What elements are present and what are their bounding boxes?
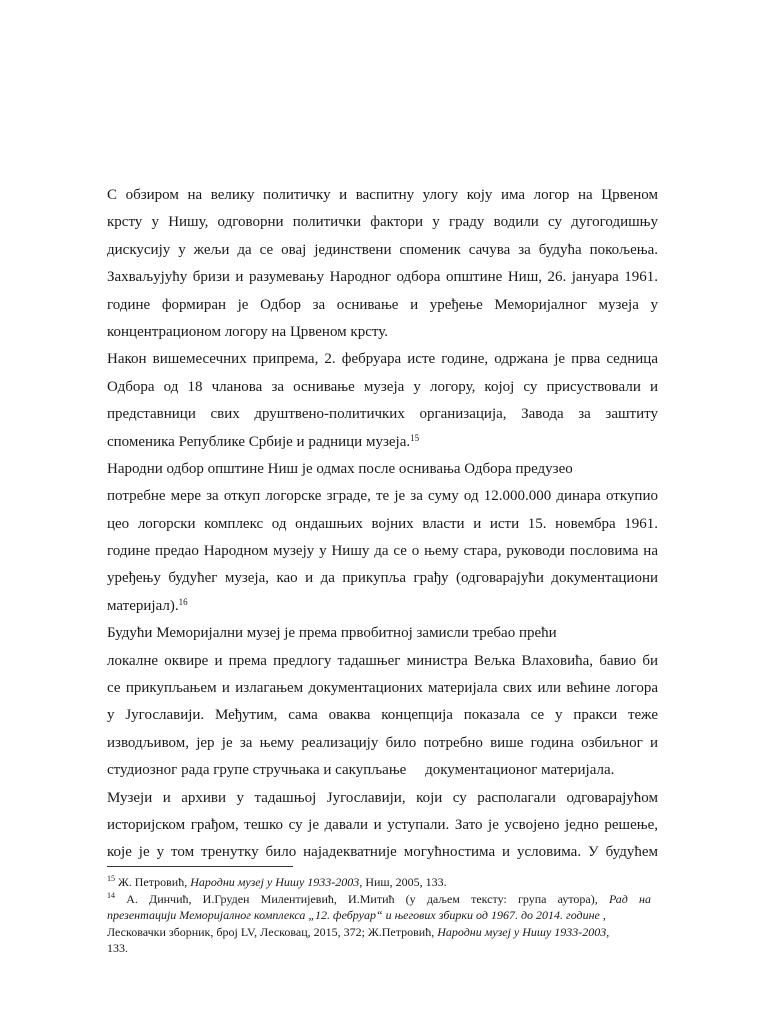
text-line: уређењу будућег музеја, као и да прикупља грађу (одговарајући документациони xyxy=(107,570,658,587)
text-line: у Југославији. Међутим, сама оваква концепција показала се у пракси теже xyxy=(107,707,658,724)
body-text xyxy=(107,182,658,867)
footnote-14-line xyxy=(107,891,651,908)
text-line: Након вишемесечних припрема, 2. фебруара исте године, одржана је прва седница xyxy=(107,351,658,368)
footnote-separator xyxy=(107,866,293,867)
text-line-content: материјал). xyxy=(107,597,179,614)
footnote-title: Народни музеј у Нишу 1933-2003 xyxy=(190,875,360,889)
text-line: изводљивом, јер је за њему реализацију било потребно више година озбиљног и xyxy=(107,734,658,751)
text-line: студиозног рада групе стручњака и сакупљање документационог материјала. xyxy=(107,762,615,779)
text-line: Будући Меморијални музеј је према првобитној замисли требао прећи xyxy=(107,625,557,642)
text-line: потребне мере за откуп логорске зграде, те је за суму од 12.000.000 динара откупио xyxy=(107,488,658,505)
footnote-title: Рад на xyxy=(608,891,652,906)
footnote-text: Ж. Петровић, xyxy=(118,875,191,889)
footnote-number: 15 xyxy=(107,874,115,883)
text-line: дискусију у жељи да се овај јединствени споменик сачува за будућа покољења. xyxy=(107,241,658,258)
text-line: крсту у Нишу, одговорни политички фактори у граду водили су дугогодишњу xyxy=(107,214,658,231)
text-line: концентрационом логору на Црвеном крсту. xyxy=(107,323,388,340)
text-line: године формиран је Одбор за оснивање и уређење Меморијалног музеја у xyxy=(107,296,658,313)
text-line: локалне оквире и према предлогу тадашњег министра Вељка Влаховића, бавио би xyxy=(107,652,658,669)
footnote-text: А. Динчић, И.Груден Милентијевић, И.Митић (у даљем тексту: група аутора), xyxy=(126,891,609,906)
footnote-15 xyxy=(107,874,651,891)
text-line: историјском грађом, тешко су је давали и уступали. Зато је усвојено једно решење, xyxy=(107,816,658,833)
footnote-title: презентацији Меморијалног комплекса „12. фебруар“ и његових збирки од 1967. до 2014. године xyxy=(107,908,600,922)
footnote-14-line xyxy=(107,907,651,924)
text-line: Народни одбор општине Ниш је одмах после оснивања Одбора предузео xyxy=(107,460,573,477)
footnote-text: , Ниш, 2005, 133. xyxy=(359,875,447,889)
footnote-title: Народни музеј у Нишу 1933-2003 xyxy=(437,924,607,939)
footnote-14-line xyxy=(107,924,651,941)
text-line xyxy=(107,593,658,620)
text-line-content: споменика Републике Србије и радници музеја. xyxy=(107,433,411,450)
footnote-14-line: 133. xyxy=(107,941,128,955)
text-line: Захваљујућу бризи и разумевању Народног одбора општине Ниш, 26. јануара 1961. xyxy=(107,269,658,286)
footnote-text: , xyxy=(599,908,606,922)
text-line: Музеји и архиви у тадашњој Југославији, који су располагали одговарајућом xyxy=(107,789,658,806)
text-line: године предао Народном музеју у Нишу да се о њему стара, руководи пословима на xyxy=(107,543,658,560)
text-line: представници свих друштвено-политичких организација, Завода за заштиту xyxy=(107,406,658,423)
text-line: се прикупљањем и излагањем документационих материјала свих или већине логора xyxy=(107,680,658,697)
footnotes xyxy=(107,874,651,957)
text-line: цео логорски комплекс од ондашњих војних власти и исти 15. новембра 1961. xyxy=(107,515,658,532)
footnote-number: 14 xyxy=(107,890,115,900)
text-line: које је у том тренутку било најадекватније могућностима и условима. У будућем xyxy=(107,844,658,861)
footnote-ref[interactable]: 15 xyxy=(410,432,420,443)
footnote-text: Лесковачки зборник, број LV, Лесковац, 2015, 372; Ж.Петровић, xyxy=(107,924,438,939)
text-line: С обзиром на велику политичку и васпитну улогу коју има логор на Црвеном xyxy=(107,187,658,203)
text-line xyxy=(107,429,658,456)
footnote-text: , xyxy=(606,924,610,939)
footnote-ref[interactable]: 16 xyxy=(178,596,188,607)
text-line: Одбора од 18 чланова за оснивање музеја у логору, којој су присуствовали и xyxy=(107,378,658,395)
